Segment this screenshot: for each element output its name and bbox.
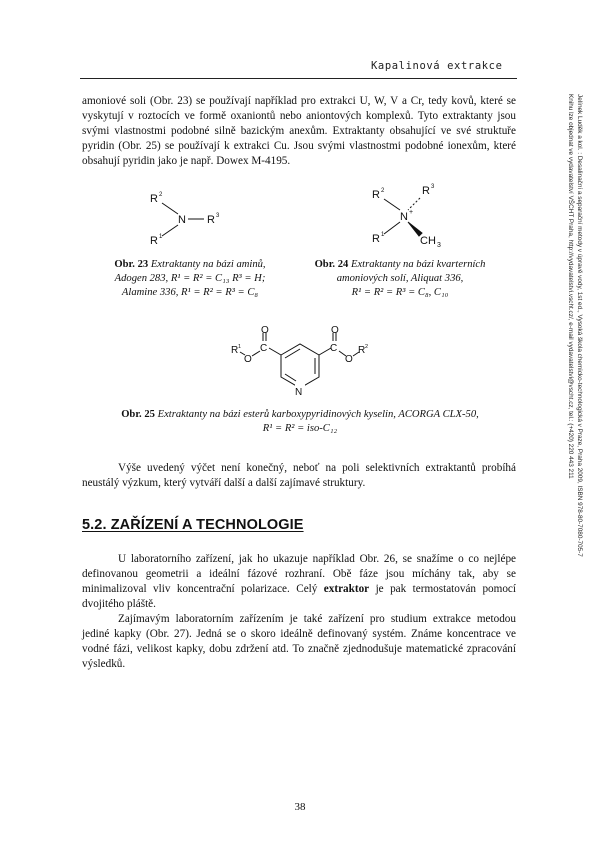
fig25-c-right: C — [330, 343, 338, 354]
fig23-r1: R — [150, 235, 158, 247]
fig25-r2-sup: 2 — [365, 344, 369, 350]
fig23-caption-line2: Adogen 283, R¹ = R² = C₁₃ R³ = H; — [114, 273, 266, 284]
fig25-r2: R — [358, 345, 366, 356]
header-rule — [80, 78, 517, 79]
fig23-caption-line3: Alamine 336, R¹ = R² = R³ = C₈ — [121, 287, 259, 298]
fig25-o-left-ester: O — [244, 354, 252, 365]
fig24-n: N — [400, 211, 408, 223]
fig25-o-right-ester: O — [345, 354, 353, 365]
fig25-r1: R — [231, 345, 239, 356]
side-note — [556, 94, 586, 654]
side-note-line1: Jelínek Luděk a kol. : Desalinační a separační metody v úpravě vody, 1st ed., Vysoká škola chemicko-technologická v Praze, Praha 2009, ISBN 978-80-7080-705-7 — [576, 94, 583, 557]
section-heading: 5.2. ZAŘÍZENÍ A TECHNOLOGIE — [82, 517, 304, 533]
fig24-bond-r1 — [384, 222, 400, 234]
after-figures-paragraph: Výše uvedený výčet není konečný, neboť na poli selektivních extraktantů probíhá neustálý výzkum, který vytváří další a další zajímavé struktury. — [82, 462, 516, 489]
fig25-ring-double-1 — [285, 349, 300, 358]
fig24-bond-ch3 — [408, 222, 422, 236]
fig24-caption-title: Extraktanty na bázi kvarterních — [350, 259, 486, 270]
fig24-caption-num: Obr. 24 — [314, 259, 349, 270]
fig24-ch3-sub: 3 — [437, 242, 441, 249]
fig25-c-left: C — [260, 343, 268, 354]
running-header: Kapalinová extrakce — [371, 60, 503, 72]
fig23-bond-r1 — [162, 225, 178, 236]
fig25-o-left-carbonyl: O — [261, 325, 269, 336]
fig25-o-right-carbonyl: O — [331, 325, 339, 336]
fig23-caption-num: Obr. 23 — [114, 259, 149, 270]
fig25-caption-num: Obr. 25 — [121, 409, 155, 420]
section-paragraph-2: Zajímavým laboratorním zařízením je také zařízení pro studium extrakce metodou jediné kapky (Obr. 27). Jedná se o skoro ideálně definovaný systém. Známe koncentrace ve vodné fázi, velikost kapky, dobu zdržení atd. To značně zjednodušuje matematické zpracování výsledků. — [82, 613, 516, 670]
fig24-r1-sup: 1 — [381, 232, 385, 238]
fig25-r1-sup: 1 — [238, 344, 242, 350]
extraktor-emphasis: extraktor — [323, 583, 370, 595]
fig24-r2: R — [372, 189, 380, 201]
page-number: 38 — [294, 801, 306, 813]
fig23-r1-sup: 1 — [159, 234, 163, 240]
fig25-caption-line2: R¹ = R² = iso-C₁₂ — [262, 423, 338, 434]
fig23-r3: R — [207, 214, 215, 226]
fig24-n-charge: + — [409, 209, 414, 216]
figure-25-structure — [225, 325, 375, 405]
fig24-ch3: CH — [420, 235, 436, 247]
fig23-r2-sup: 2 — [159, 192, 163, 198]
fig23-n: N — [178, 214, 186, 226]
fig24-r3-sup: 3 — [431, 184, 435, 190]
fig25-n: N — [295, 387, 303, 398]
intro-paragraph: amoniové soli (Obr. 23) se používají například pro extrakci U, W, V a Cr, tedy kovů, které se vyskytují v roztocích ve formě oxaniontů nebo aniontových komplexů. Tyto extraktanty jsou svými vlastnostmi podobné silně bazickým anexům. Extraktanty obsahující ve své struktuře pyridin (Obr. 25) se používají k extrakci Cu. Jsou svými vlastnostmi podobné ionexům, které obsahují pyridin jako je např. Dowex M-4195. — [82, 95, 516, 167]
fig24-r1: R — [372, 233, 380, 245]
fig25-ring — [281, 344, 319, 388]
fig23-caption-title: Extraktanty na bázi aminů, — [150, 259, 266, 270]
fig24-caption-line2: amoniových solí, Aliquat 336, — [336, 273, 464, 284]
figure-23-caption — [90, 258, 290, 300]
fig25-bond-o-c-left — [252, 351, 260, 356]
fig23-r3-sup: 3 — [216, 213, 220, 219]
figure-24-structure — [362, 180, 472, 250]
fig24-r3: R — [422, 185, 430, 197]
fig25-bond-c-ring-left — [269, 348, 281, 355]
fig24-r2-sup: 2 — [381, 188, 385, 194]
figure-25-caption — [82, 408, 518, 436]
fig24-caption-line3: R¹ = R² = R³ = C₈, C₁₀ — [351, 287, 449, 298]
figure-24-caption — [300, 258, 500, 300]
fig23-bond-r2 — [162, 203, 178, 214]
fig24-bond-r2 — [384, 199, 400, 210]
section-paragraph-1: U laboratorního zařízení, jak ho ukazuje například Obr. 26, se snažíme o co nejlépe definovanou geometrii a ideální fázové rozhraní. Obě fáze jsou míchány tak, aby se minimalizoval vliv koncentrační polarizace. Celý extraktor je pak termostatován pomocí dvojitého pláště. — [82, 553, 516, 610]
figure-23-structure — [140, 186, 240, 252]
fig25-caption-title: Extraktanty na bázi esterů karboxypyridinových kyselin, ACORGA CLX-50, — [157, 409, 479, 420]
fig23-r2: R — [150, 193, 158, 205]
side-note-line2: Knihu lze objednat ve vydavatelství VŠCHT Praha, http://vydavatelstvi.vscht.cz/, e-mail vydavatelstvi@vscht.cz, tel.: (+420) 220 443 211 — [567, 94, 574, 479]
